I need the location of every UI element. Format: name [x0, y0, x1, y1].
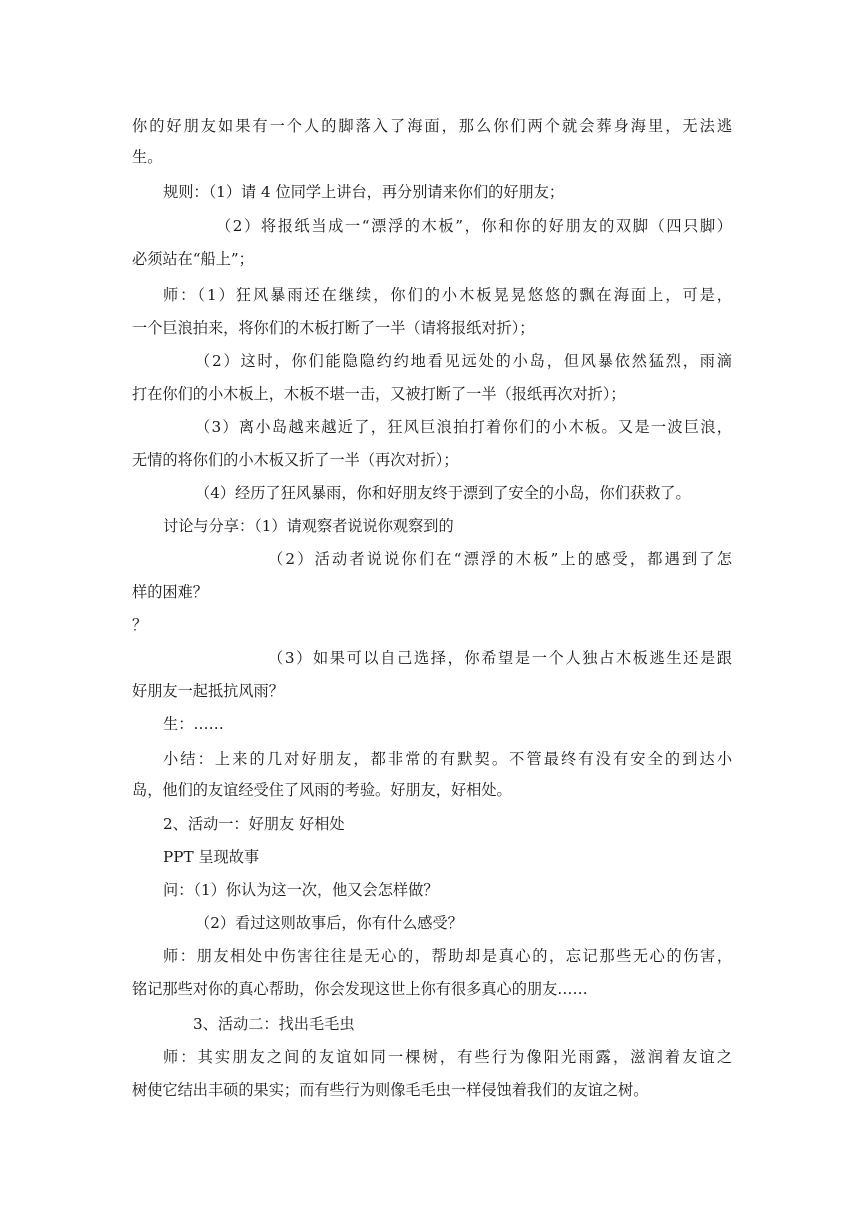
paragraph-line: （2）将报纸当成一“漂浮的木板”，你和你的好朋友的双脚（四只脚）: [216, 217, 732, 235]
paragraph-line: 讨论与分享：（1）请观察者说说你观察到的: [163, 517, 454, 535]
paragraph-line: 铭记那些对你的真心帮助，你会发现这世上你有很多真心的朋友……: [132, 980, 588, 998]
paragraph-line: （2）这时，你们能隐隐约约地看见远处的小岛，但风暴依然猛烈，雨滴: [195, 352, 732, 370]
paragraph-line: 小结：上来的几对好朋友，都非常的有默契。不管最终有没有安全的到达小: [163, 750, 732, 768]
paragraph-line: 你的好朋友如果有一个人的脚落入了海面，那么你们两个就会葬身海里，无法逃: [132, 117, 732, 135]
paragraph-line: （3）离小岛越来越近了，狂风巨浪拍打着你们的小木板。又是一波巨浪，: [195, 418, 732, 436]
paragraph-line: 规则：（1）请 4 位同学上讲台，再分别请来你们的好朋友；: [163, 183, 565, 201]
paragraph-line: 师：（1）狂风暴雨还在继续，你们的小木板晃晃悠悠的飘在海面上，可是，: [163, 286, 732, 304]
paragraph-line: 师：朋友相处中伤害往往是无心的，帮助却是真心的，忘记那些无心的伤害，: [163, 947, 732, 965]
paragraph-line: 2、活动一：好朋友 好相处: [163, 815, 345, 833]
paragraph-line: 树使它结出丰硕的果实；而有些行为则像毛毛虫一样侵蚀着我们的友谊之树。: [132, 1081, 649, 1099]
paragraph-line: 一个巨浪拍来，将你们的木板打断了一半（请将报纸对折）；: [132, 319, 535, 337]
paragraph-line: 生。: [132, 148, 163, 166]
paragraph-line: 样的困难？: [132, 583, 208, 601]
paragraph-line: 师：其实朋友之间的友谊如同一棵树，有些行为像阳光雨露，滋润着友谊之: [163, 1048, 732, 1066]
paragraph-line: ？: [132, 616, 148, 634]
paragraph-line: 必须站在“船上”；: [132, 250, 254, 268]
paragraph-line: 无情的将你们的小木板又折了一半（再次对折）；: [132, 451, 459, 469]
paragraph-line: PPT 呈现故事: [163, 848, 260, 866]
paragraph-line: （2）活动者说说你们在“漂浮的木板”上的感受，都遇到了怎: [268, 550, 732, 568]
paragraph-line: 打在你们的小木板上，木板不堪一击，又被打断了一半（报纸再次对折）；: [132, 385, 626, 403]
paragraph-line: 3、活动二：找出毛毛虫: [193, 1015, 355, 1033]
paragraph-line: （2）看过这则故事后，你有什么感受？: [195, 914, 463, 932]
paragraph-line: 岛，他们的友谊经受住了风雨的考验。好朋友，好相处。: [132, 781, 512, 799]
paragraph-line: 生：……: [163, 715, 224, 733]
paragraph-line: （4）经历了狂风暴雨，你和好朋友终于漂到了安全的小岛，你们获救了。: [195, 484, 691, 502]
paragraph-line: 好朋友一起抵抗风雨？: [132, 682, 284, 700]
paragraph-line: 问：（1）你认为这一次，他又会怎样做？: [163, 881, 439, 899]
paragraph-line: （3）如果可以自己选择，你希望是一个人独占木板逃生还是跟: [268, 649, 732, 667]
